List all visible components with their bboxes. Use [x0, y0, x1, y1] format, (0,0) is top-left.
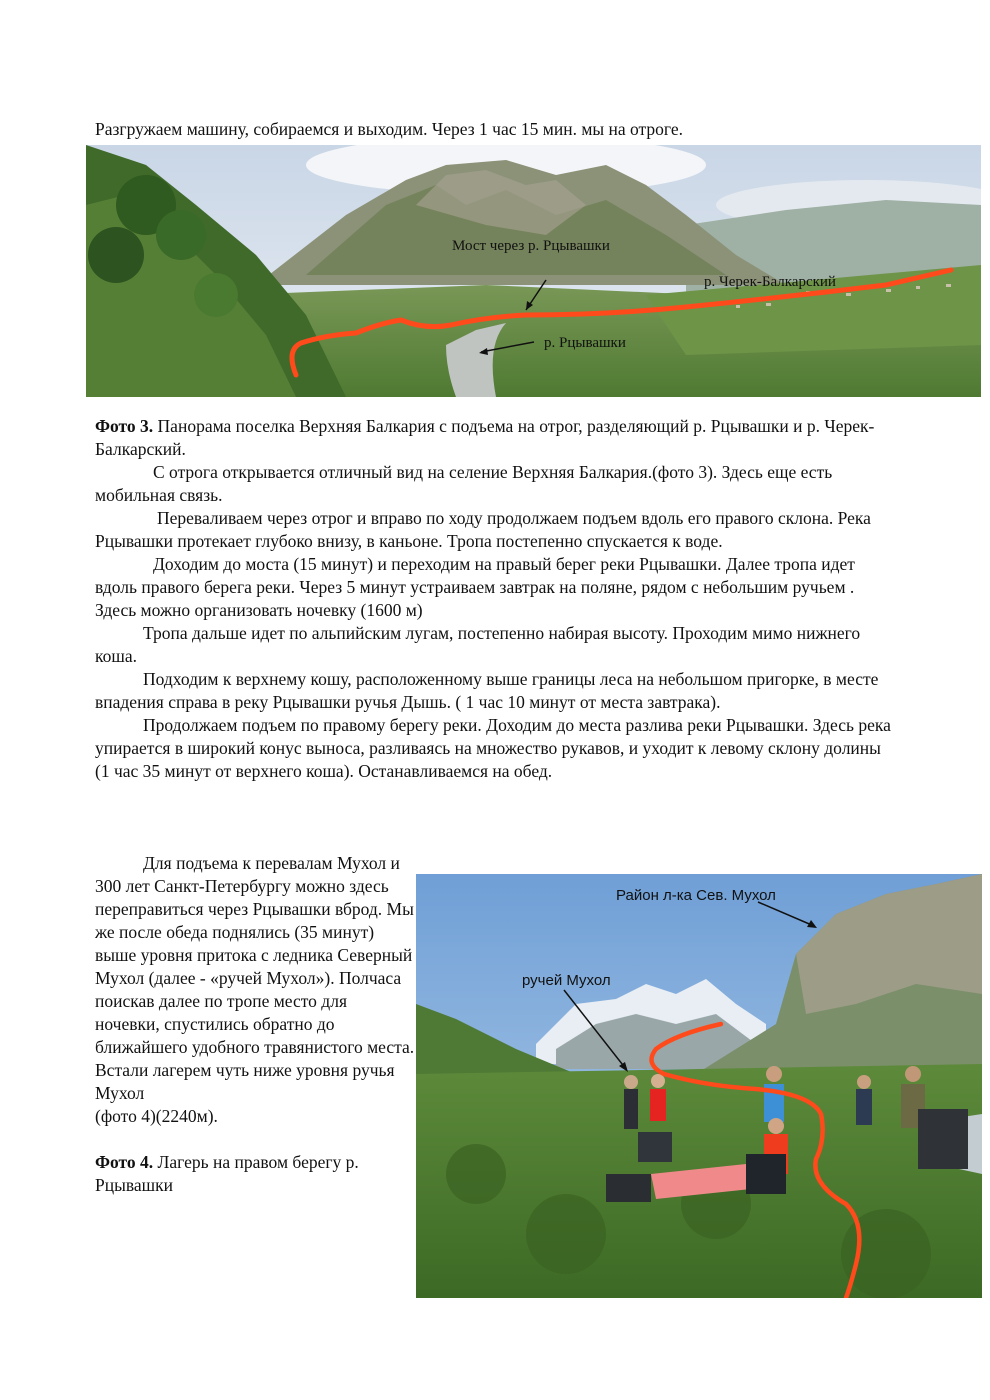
side-paragraph-2: Встали лагерем чуть ниже уровня ручья Мухол: [95, 1060, 395, 1103]
caption-photo-3: [95, 415, 895, 461]
caption-photo-4: [95, 1151, 415, 1197]
side-paragraph-3: (фото 4)(2240м).: [95, 1106, 218, 1126]
rtsyvashki-label: р. Рцывашки: [544, 335, 626, 351]
intro-line: Разгружаем машину, собираемся и выходим. Через 1 час 15 мин. мы на отроге.: [95, 119, 684, 139]
cherek-label: р. Черек-Балкарский: [704, 274, 836, 290]
caption-3-text: Панорама поселка Верхняя Балкария с подъема на отрог, разделяющий р. Рцывашки и р. Черек-Балкарский.: [95, 416, 875, 459]
caption-4-label: Фото 4.: [95, 1152, 154, 1172]
side-text: [95, 852, 415, 1197]
caption-3-label: Фото 3.: [95, 416, 154, 436]
panorama-photo: [86, 145, 981, 397]
paragraph: Продолжаем подъем по правому берегу реки. Доходим до места разлива реки Рцывашки. Здесь река упирается в широкий конус выноса, разливаясь на множество рукавов, и уходит к левому склону долины (1 час 35 минут от верхнего коша). Останавливаемся на обед.: [95, 715, 891, 781]
bridge-label: Мост через р. Рцывашки: [452, 238, 610, 254]
paragraph: С отрога открывается отличный вид на селение Верхняя Балкария.(фото 3). Здесь еще есть мобильная связь.: [95, 462, 833, 505]
paragraph: Переваливаем через отрог и вправо по ходу продолжаем подъем вдоль его правого склона. Река Рцывашки протекает глубоко внизу, в каньоне. Тропа постепенно спускается к воде.: [95, 508, 871, 551]
paragraph: Подходим к верхнему кошу, расположенному выше границы леса на небольшом пригорке, в месте впадения справа в реку Рцывашки ручья Дышь. ( 1 час 10 минут от места завтрака).: [95, 669, 879, 712]
paragraph: Доходим до моста (15 минут) и переходим на правый берег реки Рцывашки. Далее тропа идет вдоль правого берега реки. Через 5 минут устраиваем завтрак на поляне, рядом с небольшим ручьем . Здесь можно организовать ночевку (1600 м): [95, 554, 855, 620]
stream-label: ручей Мухол: [522, 972, 611, 989]
area-label: Район л-ка Сев. Мухол: [616, 887, 776, 904]
side-paragraph: Для подъема к перевалам Мухол и 300 лет Санкт-Петербургу можно здесь переправиться через Рцывашки вброд. Мы же после обеда поднялись (35 минут) выше уровня притока с ледника Северный Мухол (далее - «ручей Мухол»). Полчаса поискав далее по тропе место для ночевки, спустились обратно до ближайшего удобного травянистого места.: [95, 853, 415, 1057]
paragraph: Тропа дальше идет по альпийским лугам, постепенно набирая высоту. Проходим мимо нижнего коша.: [95, 623, 861, 666]
camp-photo: [416, 874, 982, 1298]
caption-4-text: Лагерь на правом берегу р. Рцывашки: [95, 1152, 359, 1195]
main-text: [95, 415, 895, 783]
